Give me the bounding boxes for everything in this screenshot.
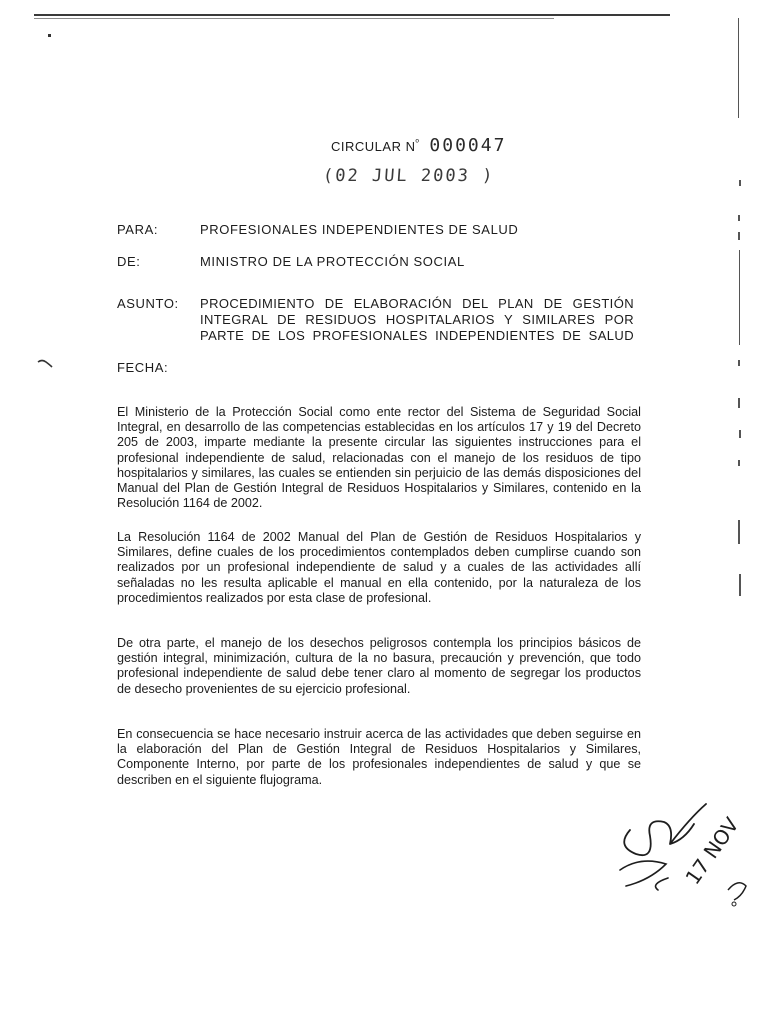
circular-number: 000047 — [429, 135, 507, 156]
body-paragraph: En consecuencia se hace necesario instruir acerca de las actividades que deben seguirse en la elaboración del Plan de Gestión Integral de Residuos Hospitalarios y Similares, Componente Interno, por parte de los profesionales independientes de salud y que se describen en el siguiente flujograma. — [117, 727, 641, 787]
para-label: PARA: — [117, 222, 159, 237]
asunto-line: PARTE DE LOS PROFESIONALES INDEPENDIENTES DE SALUD — [200, 328, 634, 343]
body-paragraph: La Resolución 1164 de 2002 Manual del Plan de Gestión de Residuos Hospitalarios y Similares, define cuales de los procedimientos contemplados deben cumplirse cuando son realizados por un profesional independiente de salud y a cuales de las actividades allí señaladas no les resulta aplicable el manual en ella contenido, por la naturaleza de los procedimientos realizados por esta clase de profesional. — [117, 530, 641, 605]
de-label: DE: — [117, 254, 141, 269]
margin-scribble — [36, 358, 54, 370]
handwritten-signature — [610, 790, 760, 910]
body-paragraph: De otra parte, el manejo de los desechos peligrosos contempla los principios básicos de gestión integral, minimización, cultura de la no basura, precaución y prevención, que todo profesional independiente de salud debe tener claro al momento de segregar los productos de desecho provenientes de su ejercicio profesional. — [117, 636, 641, 696]
fecha-label: FECHA: — [117, 360, 169, 375]
top-rule-faint — [34, 18, 554, 19]
asunto-line: PROCEDIMIENTO DE ELABORACIÓN DEL PLAN DE GESTIÓN — [200, 296, 634, 311]
body-paragraph: El Ministerio de la Protección Social como ente rector del Sistema de Seguridad Social Integral, en desarrollo de las competencias establecidas en los artículos 17 y 19 del Decreto 205 de 2003, imparte mediante la presente circular las siguientes instrucciones para el profesional independiente de salud, relacionadas con el manejo de los residuos de tipo hospitalarios y similares, las cuales se entienden sin perjuicio de las demás disposiciones del Manual del Plan de Gestión Integral de Residuos Hospitalarios y Similares, contenido en la Resolución 1164 de 2002. — [117, 405, 641, 511]
scan-edge-marks — [732, 0, 762, 620]
asunto-value — [200, 296, 634, 344]
handwritten-date-note: 17 NOV — [680, 812, 744, 889]
scan-speck — [48, 34, 51, 37]
top-rule — [34, 14, 670, 16]
de-value: MINISTRO DE LA PROTECCIÓN SOCIAL — [200, 254, 465, 269]
circular-ordinal: º — [415, 137, 420, 148]
circular-heading — [331, 135, 506, 156]
para-value: PROFESIONALES INDEPENDIENTES DE SALUD — [200, 222, 519, 237]
asunto-line: INTEGRAL DE RESIDUOS HOSPITALARIOS Y SIMILARES POR — [200, 312, 634, 327]
circular-label: CIRCULAR N — [331, 139, 416, 154]
asunto-label: ASUNTO: — [117, 296, 179, 311]
date-stamp: (02 JUL 2003 ) — [322, 166, 495, 186]
